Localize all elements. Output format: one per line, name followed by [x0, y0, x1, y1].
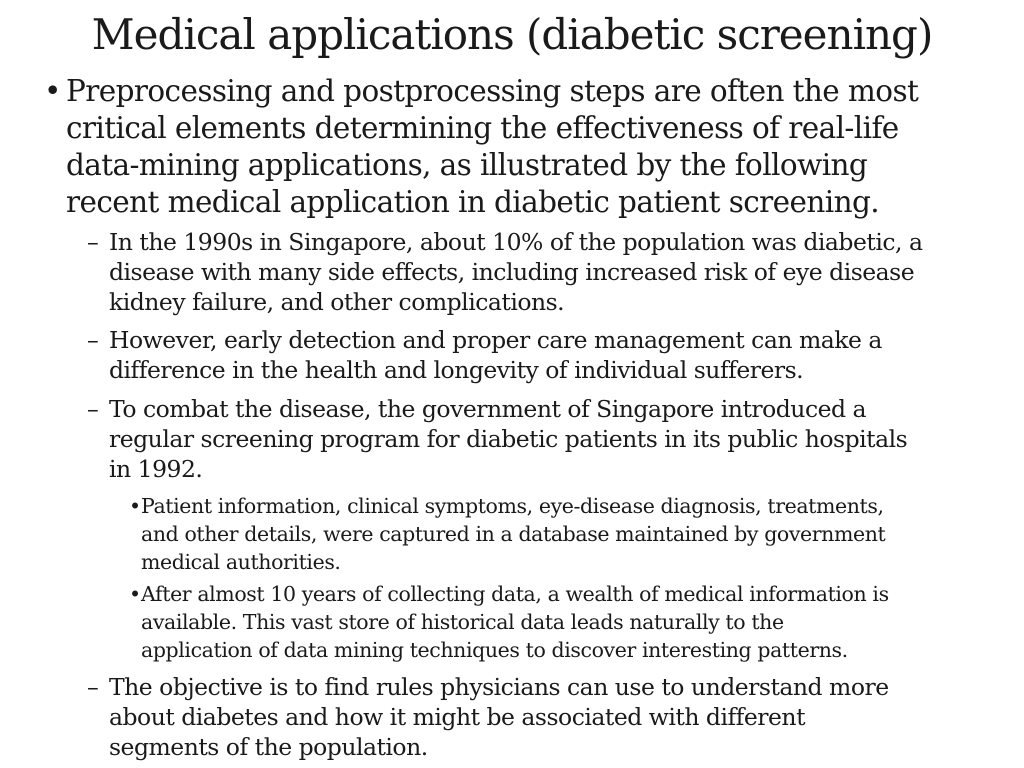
- sub-item-text-line: However, early detection and proper care management can make a: [109, 326, 882, 354]
- bullet-marker: •: [44, 74, 61, 108]
- sub-sub-item-historical-data: [129, 580, 889, 664]
- sub-sub-item-patient-information: [129, 492, 886, 576]
- sub-item-text-line: regular screening program for diabetic patients in its public hospitals: [109, 425, 908, 453]
- sub-item-text-line: about diabetes and how it might be associated with different: [109, 703, 806, 731]
- sub-sub-item-text-line: Patient information, clinical symptoms, eye-disease diagnosis, treatments,: [141, 494, 884, 518]
- bullet-text-line: recent medical application in diabetic patient screening.: [66, 185, 880, 219]
- sub-item-text-line: disease with many side effects, including increased risk of eye disease: [109, 258, 915, 286]
- bullet-text-line: data-mining applications, as illustrated by the following: [66, 148, 868, 182]
- sub-item-text-line: kidney failure, and other complications.: [109, 288, 565, 316]
- bullet-text-line: critical elements determining the effectiveness of real-life: [66, 111, 899, 145]
- bullet-marker: •: [129, 494, 141, 518]
- sub-item-text-line: The objective is to find rules physicians can use to understand more: [109, 673, 889, 701]
- sub-item-objective: [87, 672, 889, 762]
- sub-item-singapore-1990s: [87, 227, 923, 317]
- sub-sub-item-text-line: After almost 10 years of collecting data, a wealth of medical information is: [141, 582, 889, 606]
- bullet-marker: •: [129, 582, 141, 606]
- sub-sub-item-text-line: and other details, were captured in a database maintained by government: [141, 522, 886, 546]
- dash-marker: –: [87, 395, 99, 423]
- sub-item-text-line: segments of the population.: [109, 733, 428, 761]
- bullet-item-preprocessing: [44, 73, 919, 221]
- sub-sub-item-text-line: application of data mining techniques to discover interesting patterns.: [141, 638, 848, 662]
- sub-item-text-line: To combat the disease, the government of Singapore introduced a: [109, 395, 867, 423]
- sub-item-text-line: in 1992.: [109, 455, 203, 483]
- bullet-text-line: Preprocessing and postprocessing steps are often the most: [66, 74, 919, 108]
- sub-item-text-line: difference in the health and longevity of individual sufferers.: [109, 356, 804, 384]
- sub-item-screening-program: [87, 394, 908, 484]
- dash-marker: –: [87, 673, 99, 701]
- sub-sub-item-text-line: medical authorities.: [141, 550, 341, 574]
- dash-marker: –: [87, 326, 99, 354]
- dash-marker: –: [87, 228, 99, 256]
- sub-item-early-detection: [87, 325, 882, 385]
- sub-sub-item-text-line: available. This vast store of historical data leads naturally to the: [141, 610, 784, 634]
- sub-item-text-line: In the 1990s in Singapore, about 10% of the population was diabetic, a: [109, 228, 923, 256]
- slide-title: Medical applications (diabetic screening): [91, 10, 933, 59]
